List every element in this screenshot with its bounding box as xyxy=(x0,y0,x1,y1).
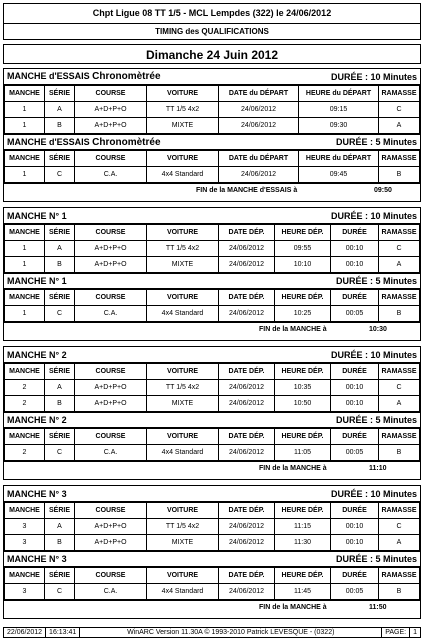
table-cell: TT 1/5 4x2 xyxy=(147,380,219,396)
table-cell: 24/06/2012 xyxy=(219,241,275,257)
table-row xyxy=(5,167,420,183)
column-header: MANCHE xyxy=(5,364,45,380)
table-cell: 00:05 xyxy=(331,445,379,461)
table-cell: B xyxy=(45,257,75,273)
essais-b-title: MANCHE d'ESSAIS xyxy=(7,136,90,147)
table-cell: B xyxy=(45,118,75,134)
table-cell: 24/06/2012 xyxy=(219,584,275,600)
table-row xyxy=(5,584,420,600)
column-header: DURÉE xyxy=(331,568,379,584)
table-cell: 09:45 xyxy=(299,167,379,183)
table-cell: C xyxy=(45,167,75,183)
column-header: HEURE DÉP. xyxy=(275,364,331,380)
footer-time: 16:13:41 xyxy=(46,628,80,637)
essais-b-table xyxy=(4,150,420,183)
column-header: VOITURE xyxy=(147,568,219,584)
table-cell: 11:05 xyxy=(275,445,331,461)
column-header: RAMASSE xyxy=(379,225,420,241)
column-header: VOITURE xyxy=(147,151,219,167)
column-header: MANCHE xyxy=(5,86,45,102)
column-header: VOITURE xyxy=(147,503,219,519)
table-cell: B xyxy=(379,445,420,461)
table-cell: A+D+P+O xyxy=(75,257,147,273)
column-header: RAMASSE xyxy=(379,429,420,445)
table-header-row xyxy=(5,503,420,519)
manche-table xyxy=(4,502,420,551)
table-cell: 00:10 xyxy=(331,396,379,412)
column-header: HEURE DÉP. xyxy=(275,225,331,241)
manche-title-bar xyxy=(4,551,420,567)
doc-header xyxy=(3,3,421,40)
table-cell: 4x4 Standard xyxy=(147,584,219,600)
table-cell: B xyxy=(379,167,420,183)
manche-table xyxy=(4,363,420,412)
column-header: SÉRIE xyxy=(45,503,75,519)
column-header: MANCHE xyxy=(5,290,45,306)
manche-title-bar xyxy=(4,273,420,289)
table-cell: 09:30 xyxy=(299,118,379,134)
manche-title: MANCHE N° 2 xyxy=(7,349,67,360)
table-cell: A+D+P+O xyxy=(75,241,147,257)
essais-a-table xyxy=(4,85,420,134)
table-cell: C xyxy=(45,445,75,461)
doc-title: Chpt Ligue 08 TT 1/5 - MCL Lempdes (322) le 24/06/2012 xyxy=(92,8,332,18)
column-header: MANCHE xyxy=(5,568,45,584)
column-header: HEURE du DÉPART xyxy=(299,151,379,167)
table-cell: 00:10 xyxy=(331,535,379,551)
table-cell: 00:10 xyxy=(331,380,379,396)
column-header: DATE DÉP. xyxy=(219,364,275,380)
table-cell: A xyxy=(45,519,75,535)
table-cell: MIXTE xyxy=(147,535,219,551)
manche-table xyxy=(4,224,420,273)
table-cell: C xyxy=(45,306,75,322)
table-row xyxy=(5,102,420,118)
table-cell: 24/06/2012 xyxy=(219,306,275,322)
essais-a-title-bar xyxy=(4,69,420,85)
table-header-row xyxy=(5,290,420,306)
table-cell: A+D+P+O xyxy=(75,396,147,412)
column-header: DATE du DÉPART xyxy=(219,86,299,102)
footer-software: WinARC Version 11.30A © 1993-2010 Patrick LEVESQUE - (0322) xyxy=(80,628,382,637)
manche-end-line xyxy=(4,461,420,476)
column-header: DURÉE xyxy=(331,503,379,519)
table-cell: 3 xyxy=(5,519,45,535)
table-cell: 3 xyxy=(5,535,45,551)
table-cell: 2 xyxy=(5,445,45,461)
table-cell: 4x4 Standard xyxy=(147,445,219,461)
essais-end-label: FIN de la MANCHE d'ESSAIS à xyxy=(196,187,298,194)
column-header: MANCHE xyxy=(5,151,45,167)
table-cell: 4x4 Standard xyxy=(147,306,219,322)
manche-end-time: 10:30 xyxy=(369,326,387,333)
manche-end-line xyxy=(4,322,420,337)
manche-duree: DURÉE : 10 Minutes xyxy=(330,349,417,360)
table-cell: 11:15 xyxy=(275,519,331,535)
table-cell: MIXTE xyxy=(147,396,219,412)
table-header-row xyxy=(5,364,420,380)
table-row xyxy=(5,380,420,396)
table-cell: C xyxy=(379,519,420,535)
column-header: RAMASSE xyxy=(379,290,420,306)
table-cell: 4x4 Standard xyxy=(147,167,219,183)
table-cell: C xyxy=(379,102,420,118)
table-cell: A xyxy=(379,118,420,134)
table-cell: C.A. xyxy=(75,584,147,600)
column-header: VOITURE xyxy=(147,86,219,102)
column-header: HEURE DÉP. xyxy=(275,290,331,306)
essais-b-chrono: Chronomètrée xyxy=(92,136,161,148)
table-row xyxy=(5,257,420,273)
table-cell: A xyxy=(45,241,75,257)
table-cell: C.A. xyxy=(75,167,147,183)
column-header: RAMASSE xyxy=(379,86,420,102)
column-header: COURSE xyxy=(75,429,147,445)
column-header: COURSE xyxy=(75,151,147,167)
column-header: RAMASSE xyxy=(379,568,420,584)
column-header: VOITURE xyxy=(147,364,219,380)
table-header-row xyxy=(5,225,420,241)
manche-title: MANCHE N° 3 xyxy=(7,554,67,564)
manche-title: MANCHE N° 1 xyxy=(7,210,67,221)
manche-end-label: FIN de la MANCHE à xyxy=(259,465,327,472)
essais-end-time: 09:50 xyxy=(374,187,392,194)
table-cell: C xyxy=(379,380,420,396)
column-header: DATE DÉP. xyxy=(219,290,275,306)
column-header: SÉRIE xyxy=(45,290,75,306)
column-header: VOITURE xyxy=(147,290,219,306)
column-header: MANCHE xyxy=(5,429,45,445)
table-cell: 1 xyxy=(5,306,45,322)
table-cell: 24/06/2012 xyxy=(219,102,299,118)
column-header: COURSE xyxy=(75,290,147,306)
table-cell: 11:30 xyxy=(275,535,331,551)
table-cell: TT 1/5 4x2 xyxy=(147,102,219,118)
column-header: VOITURE xyxy=(147,429,219,445)
table-cell: 24/06/2012 xyxy=(219,445,275,461)
manche-title-bar xyxy=(4,486,420,502)
manche-title: MANCHE N° 2 xyxy=(7,415,67,425)
table-row xyxy=(5,535,420,551)
table-cell: 24/06/2012 xyxy=(219,380,275,396)
column-header: SÉRIE xyxy=(45,429,75,445)
footer-page: 1 xyxy=(413,629,417,636)
manche-section xyxy=(3,346,421,480)
manche-title-bar xyxy=(4,208,420,224)
table-cell: 1 xyxy=(5,257,45,273)
manche-title-bar xyxy=(4,347,420,363)
table-row xyxy=(5,118,420,134)
manche-title: MANCHE N° 1 xyxy=(7,276,67,286)
table-header-row xyxy=(5,568,420,584)
column-header: HEURE DÉP. xyxy=(275,503,331,519)
table-cell: 10:10 xyxy=(275,257,331,273)
manche-duree: DURÉE : 5 Minutes xyxy=(335,276,417,286)
manche-section xyxy=(3,485,421,619)
table-cell: 24/06/2012 xyxy=(219,118,299,134)
column-header: DURÉE xyxy=(331,225,379,241)
column-header: DATE DÉP. xyxy=(219,568,275,584)
table-cell: C.A. xyxy=(75,445,147,461)
table-cell: 1 xyxy=(5,167,45,183)
manche-end-time: 11:10 xyxy=(369,465,387,472)
manche-duree: DURÉE : 10 Minutes xyxy=(330,488,417,499)
essais-a-chrono: Chronomètrée xyxy=(92,71,161,82)
manche-table xyxy=(4,567,420,600)
column-header: VOITURE xyxy=(147,225,219,241)
column-header: DURÉE xyxy=(331,364,379,380)
table-cell: 10:25 xyxy=(275,306,331,322)
table-cell: 00:05 xyxy=(331,584,379,600)
doc-subtitle: TIMING des QUALIFICATIONS xyxy=(155,27,269,36)
footer-date: 22/06/2012 xyxy=(4,628,46,637)
manche-end-label: FIN de la MANCHE à xyxy=(259,326,327,333)
table-cell: 1 xyxy=(5,118,45,134)
manche-end-label: FIN de la MANCHE à xyxy=(259,604,327,611)
manche-duree: DURÉE : 5 Minutes xyxy=(335,554,417,564)
column-header: RAMASSE xyxy=(379,503,420,519)
column-header: COURSE xyxy=(75,86,147,102)
table-row xyxy=(5,519,420,535)
column-header: HEURE DÉP. xyxy=(275,429,331,445)
column-header: DATE DÉP. xyxy=(219,503,275,519)
column-header: RAMASSE xyxy=(379,364,420,380)
table-cell: A xyxy=(379,396,420,412)
manche-duree: DURÉE : 5 Minutes xyxy=(335,415,417,425)
table-cell: A+D+P+O xyxy=(75,535,147,551)
table-row xyxy=(5,241,420,257)
essais-b-duree: DURÉE : 5 Minutes xyxy=(335,137,417,147)
column-header: HEURE du DÉPART xyxy=(299,86,379,102)
table-cell: B xyxy=(379,306,420,322)
table-cell: A xyxy=(379,535,420,551)
column-header: HEURE DÉP. xyxy=(275,568,331,584)
column-header: SÉRIE xyxy=(45,568,75,584)
column-header: SÉRIE xyxy=(45,86,75,102)
table-cell: 24/06/2012 xyxy=(219,167,299,183)
table-cell: A+D+P+O xyxy=(75,519,147,535)
table-cell: 24/06/2012 xyxy=(219,257,275,273)
column-header: SÉRIE xyxy=(45,225,75,241)
table-row xyxy=(5,306,420,322)
manche-table xyxy=(4,289,420,322)
table-cell: 3 xyxy=(5,584,45,600)
column-header: RAMASSE xyxy=(379,151,420,167)
column-header: DURÉE xyxy=(331,290,379,306)
table-cell: 2 xyxy=(5,380,45,396)
table-cell: 10:35 xyxy=(275,380,331,396)
column-header: DATE du DÉPART xyxy=(219,151,299,167)
table-cell: C xyxy=(379,241,420,257)
table-cell: A xyxy=(45,380,75,396)
column-header: DATE DÉP. xyxy=(219,225,275,241)
column-header: MANCHE xyxy=(5,503,45,519)
page-footer xyxy=(3,627,421,638)
table-cell: 24/06/2012 xyxy=(219,535,275,551)
manche-duree: DURÉE : 10 Minutes xyxy=(330,210,417,221)
table-cell: MIXTE xyxy=(147,257,219,273)
table-cell: C.A. xyxy=(75,306,147,322)
table-cell: B xyxy=(45,396,75,412)
column-header: COURSE xyxy=(75,225,147,241)
table-cell: 00:10 xyxy=(331,519,379,535)
table-cell: TT 1/5 4x2 xyxy=(147,519,219,535)
column-header: SÉRIE xyxy=(45,151,75,167)
manche-section xyxy=(3,207,421,341)
table-cell: 2 xyxy=(5,396,45,412)
essais-a-duree: DURÉE : 10 Minutes xyxy=(330,71,417,82)
date-title: Dimanche 24 Juin 2012 xyxy=(145,48,279,62)
table-cell: 11:45 xyxy=(275,584,331,600)
table-row xyxy=(5,396,420,412)
table-cell: 10:50 xyxy=(275,396,331,412)
footer-page-label: PAGE: xyxy=(382,628,410,637)
table-cell: MIXTE xyxy=(147,118,219,134)
table-cell: 24/06/2012 xyxy=(219,396,275,412)
table-cell: A xyxy=(379,257,420,273)
table-cell: A+D+P+O xyxy=(75,380,147,396)
table-header-row xyxy=(5,429,420,445)
manche-title: MANCHE N° 3 xyxy=(7,488,67,499)
table-cell: 00:05 xyxy=(331,306,379,322)
table-cell: A+D+P+O xyxy=(75,102,147,118)
column-header: MANCHE xyxy=(5,225,45,241)
date-banner xyxy=(3,44,421,64)
table-cell: C xyxy=(45,584,75,600)
manche-title-bar xyxy=(4,412,420,428)
table-row xyxy=(5,445,420,461)
table-cell: B xyxy=(45,535,75,551)
table-cell: A+D+P+O xyxy=(75,118,147,134)
essais-end-line xyxy=(4,183,420,198)
table-cell: 09:15 xyxy=(299,102,379,118)
table-cell: TT 1/5 4x2 xyxy=(147,241,219,257)
column-header: COURSE xyxy=(75,364,147,380)
essais-a-title: MANCHE d'ESSAIS xyxy=(7,71,90,81)
table-cell: 00:10 xyxy=(331,241,379,257)
table-cell: B xyxy=(379,584,420,600)
table-cell: 1 xyxy=(5,241,45,257)
column-header: COURSE xyxy=(75,503,147,519)
essais-section xyxy=(3,68,421,202)
column-header: DURÉE xyxy=(331,429,379,445)
column-header: COURSE xyxy=(75,568,147,584)
manche-table xyxy=(4,428,420,461)
table-header-row xyxy=(5,151,420,167)
manche-end-line xyxy=(4,600,420,615)
table-cell: 24/06/2012 xyxy=(219,519,275,535)
table-cell: A xyxy=(45,102,75,118)
essais-b-title-bar xyxy=(4,134,420,150)
table-cell: 1 xyxy=(5,102,45,118)
manche-end-time: 11:50 xyxy=(369,604,387,611)
column-header: SÉRIE xyxy=(45,364,75,380)
table-header-row xyxy=(5,86,420,102)
table-cell: 00:10 xyxy=(331,257,379,273)
column-header: DATE DÉP. xyxy=(219,429,275,445)
table-cell: 09:55 xyxy=(275,241,331,257)
